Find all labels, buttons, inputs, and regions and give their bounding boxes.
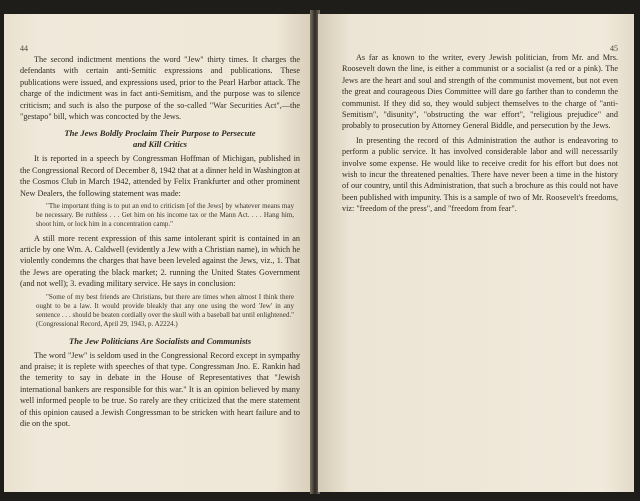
section-heading-persecute xyxy=(20,128,300,150)
heading-line-2: and Kill Critics xyxy=(133,139,187,150)
section-heading-socialists: The Jew Politicians Are Socialists and Communists xyxy=(68,335,252,346)
heading-line-1: The Jews Boldly Proclaim Their Purpose to Persecute xyxy=(64,128,256,139)
right-page-text xyxy=(342,52,618,215)
intro-paragraph: The second indictment mentions the word "Jew" thirty times. It charges the defendants with certain anti-Semitic expressions and publications. These publications were issued, and expressions used, prior to the Pearl Harbor attack. The charge of the indictment was in fact anti-Semitism, and the purpose was to silence criticism; and such is also the purpose of the so-called "War Securities Act",—the "gestapo" bill, which was concocted by the Jews. xyxy=(20,55,300,122)
right-page xyxy=(318,14,634,492)
left-page-text xyxy=(20,54,300,429)
cosmos-club-quote: "The important thing is to put an end to criticism [of the Jews] by whatever means may be necessary. Be ruthless . . . Get him on his income tax or the Mann Act. . . . Hang him, shoot him, or lock him in a concentration camp." xyxy=(36,202,294,229)
caldwell-paragraph: A still more recent expression of this same intolerant spirit is contained in an article by one Wm. A. Caldwell (evidently a Jew with a Christian name), in which he violently condemns the charges that have been leveled against the Jews, viz., 1. That the Jews are operating the black market; 2. running the United States Government (and not well); 3. evading military service. He says in conclusion: xyxy=(20,233,300,289)
page-number-right: 45 xyxy=(610,44,618,53)
page-number-left: 44 xyxy=(20,44,28,53)
record-paragraph: In presenting the record of this Administration the author is endeavoring to perform a public service. It has involved considerable labor and will necessarily involve some expense. He would like to receive credit for his effort but does not wish to incur the threatened penalties. There have never been a time in the history of our country, until this Administration, that such a brochure as this could not have been published with impunity. This is a sample of two of Mr. Roosevelt's freedoms, viz: "freedom of the press", and "freedom from fear". xyxy=(342,135,618,214)
hoffman-paragraph: It is reported in a speech by Congressman Hoffman of Michigan, published in the Congressional Record of December 8, 1942 that at a dinner held in Washington at the Cosmos Club in March 1942, attended by Felix Frankfurter and other prominent New Dealers, the following statement was made: xyxy=(20,154,300,198)
rankin-paragraph: The word "Jew" is seldom used in the Congressional Record except in sympathy and praise; it is replete with speeches of that type. Congressman Jno. E. Rankin had the temerity to say in debate in the House of Representatives that "Jewish international bankers are responsible for this war." It is an opinion believed by many well informed people to be true. So rarely are they criticized that the mere statement of this opinion caused a Jewish Congressman to be stricken with heart failure and to die on the spot. xyxy=(20,350,300,428)
communist-paragraph: As far as known to the writer, every Jewish politician, from Mr. and Mrs. Roosevelt down the line, is either a communist or a socialist (a red or a pink). The Jews are the heart and soul and strength of the communist movement, but not even the great and courageous Dies Committee will dare go farther than to condemn the communist. If they did so, they would subject themselves to the charge of "anti-Semitism", "disunity", "obstructing the war effort", "religious prejudice" and probably to prosecution by Attorney General Biddle, and persecution by the Jews. xyxy=(342,53,618,131)
left-page xyxy=(4,14,312,492)
caldwell-quote: "Some of my best friends are Christians, but there are times when almost I think there ought to be a law. It would provide bleakly that any one using the word 'Jew' in any sentence . . . should be beaten cordially over the skull with a baseball bat until enlightened." (Congressional Record, April 29, 1943, p. A2224.) xyxy=(36,292,294,329)
